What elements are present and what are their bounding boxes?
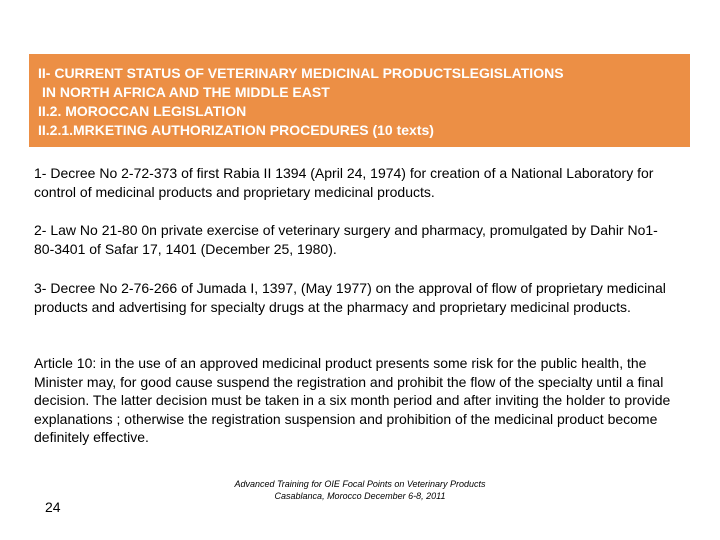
header-subsection-title: II.2. MOROCCAN LEGISLATION bbox=[38, 103, 247, 119]
law-paragraph-2: 2- Law No 21-80 0n private exercise of veterinary surgery and pharmacy, promulgated by Dahir No1-80-3401 of Safar 17, 1401 (December 25, 1980). bbox=[34, 222, 658, 257]
header-title-line-2: IN NORTH AFRICA AND THE MIDDLE EAST bbox=[42, 84, 330, 100]
page-number: 24 bbox=[45, 499, 61, 515]
footer-caption bbox=[195, 478, 525, 502]
header-procedure-title: II.2.1.MRKETING AUTHORIZATION PROCEDURES (10 texts) bbox=[38, 122, 434, 138]
footer-line-1: Advanced Training for OIE Focal Points on Veterinary Products bbox=[234, 479, 486, 489]
article-10-paragraph: Article 10: in the use of an approved medicinal product presents some risk for the public health, the Minister may, for good cause suspend the registration and prohibit the flow of the specialty until a final decision. The latter decision must be taken in a six month period and after inviting the holder to provide explanations ; otherwise the registration suspension and prohibition of the medicinal product become definitely effective. bbox=[34, 355, 671, 445]
decree-paragraph-3: 3- Decree No 2-76-266 of Jumada I, 1397, (May 1977) on the approval of flow of proprietary medicinal products and advertising for specialty drugs at the pharmacy and proprietary medicinal products. bbox=[34, 280, 666, 315]
header-title-line-1: II- CURRENT STATUS OF VETERINARY MEDICINAL PRODUCTSLEGISLATIONS bbox=[38, 65, 564, 81]
section-header-box bbox=[29, 54, 690, 147]
decree-paragraph-1: 1- Decree No 2-72-373 of first Rabia II 1394 (April 24, 1974) for creation of a National Laboratory for control of medicinal products and proprietary medicinal products. bbox=[34, 165, 654, 200]
footer-line-2: Casablanca, Morocco December 6-8, 2011 bbox=[274, 491, 446, 501]
